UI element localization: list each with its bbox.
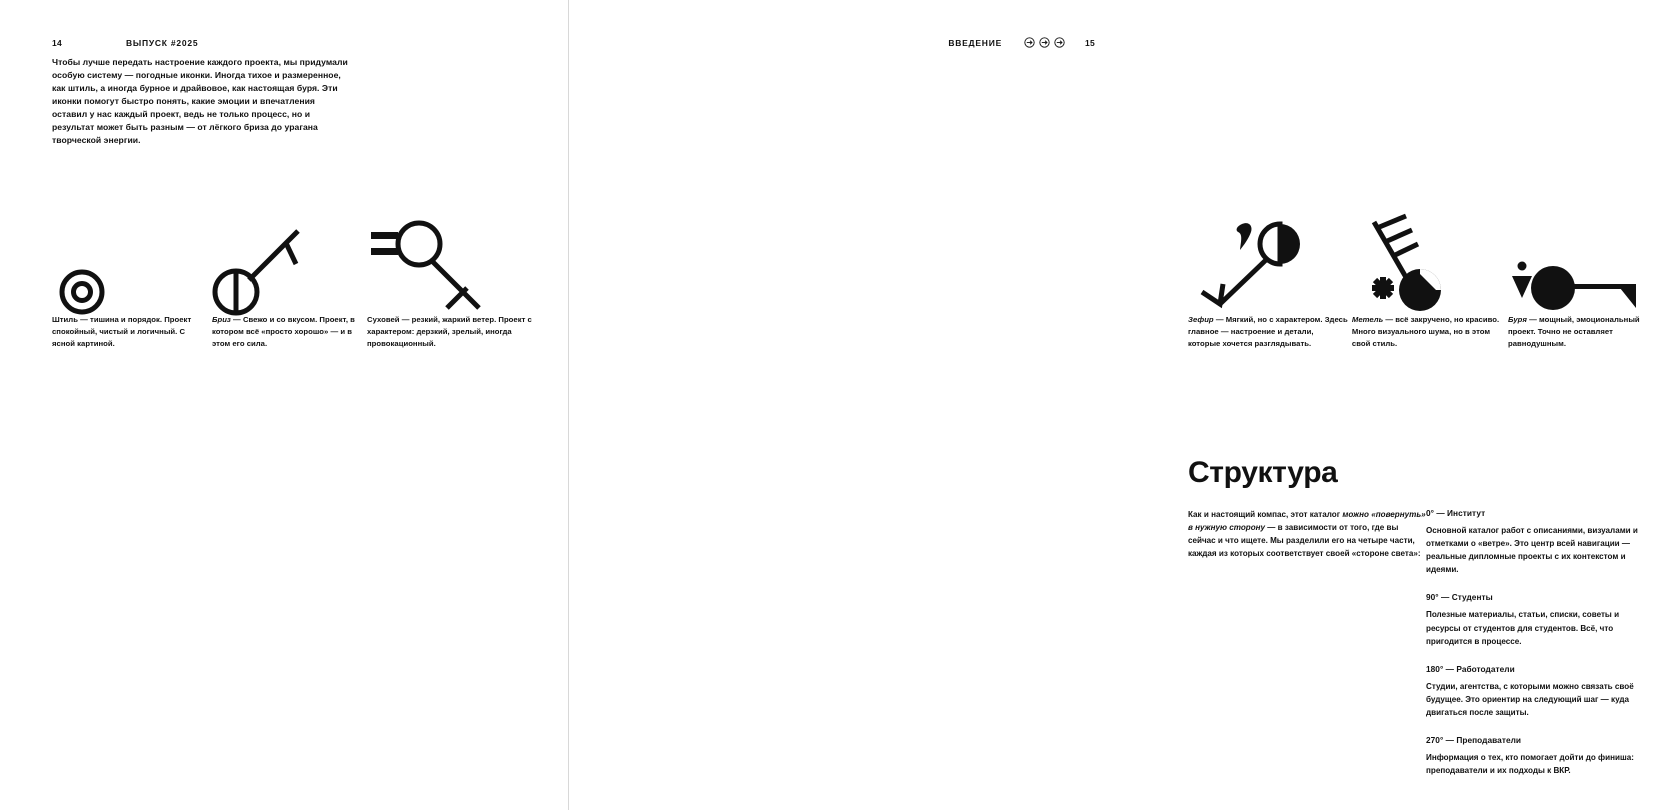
- weather-icon-row-left: [52, 218, 552, 350]
- caption-body-metel: — всё закручено, но красиво. Много визуального шума, но в этом свой стиль.: [1351, 315, 1500, 349]
- structure-item-heading: 180° — Работодатели: [1426, 663, 1515, 674]
- structure-section-title: Структура: [1188, 456, 1338, 490]
- caption-metel: [1352, 314, 1502, 350]
- zefir-weather-icon: [1188, 210, 1352, 314]
- intro-paragraph: [52, 56, 352, 147]
- structure-item-list: [1426, 508, 1648, 777]
- right-running-head-title: ВВЕДЕНИЕ: [948, 38, 1003, 48]
- weather-icon-card-zefir: [1188, 210, 1352, 350]
- burya-weather-icon: [1508, 210, 1658, 314]
- structure-item-heading: 270° — Преподаватели: [1426, 735, 1522, 746]
- structure-item: [1426, 735, 1648, 777]
- caption-term-suhovey: Суховей: [367, 315, 400, 324]
- left-folio: 14: [52, 38, 62, 48]
- left-running-head: [52, 36, 198, 50]
- structure-lead-part1: Как и настоящий компас, этот каталог: [1188, 510, 1343, 519]
- structure-item-heading: 0° — Институт: [1426, 508, 1486, 518]
- caption-zefir: [1188, 314, 1348, 350]
- caption-burya: [1508, 314, 1658, 350]
- structure-item-body: Информация о тех, кто помогает дойти до финиша: преподаватели и их подходы к ВКР.: [1426, 753, 1634, 776]
- structure-item: [1426, 592, 1648, 647]
- left-running-head-title: ВЫПУСК #2025: [125, 38, 199, 48]
- briz-weather-icon: [212, 218, 367, 314]
- structure-item-heading: 90° — Студенты: [1426, 592, 1493, 603]
- suhovey-weather-icon: [367, 218, 537, 314]
- structure-item-body: Основной каталог работ с описаниями, визуалами и отметками о «ветре». Это центр всей навигации — реальные дипломные проекты с их контекстом и идеями.: [1426, 526, 1638, 575]
- structure-lead-part2: — в зависимости от того, где вы сейчас и что ищете. Мы разделили его на четыре части, каждая из которых соответствует своей «стороне света»:: [1188, 523, 1421, 559]
- caption-term-zefir: Зефир: [1188, 315, 1214, 324]
- right-running-head: [948, 36, 1095, 50]
- caption-term-briz: Бриз: [212, 315, 231, 324]
- structure-item-body: Студии, агентства, с которыми можно связать своё будущее. Это ориентир на следующий шаг — куда двигаться после защиты.: [1426, 681, 1634, 717]
- weather-icon-card-metel: [1352, 210, 1508, 350]
- weather-icon-row-right: [1188, 210, 1658, 350]
- circled-arrow-right-icon[interactable]: [1024, 37, 1035, 50]
- structure-lead-paragraph: [1188, 508, 1428, 560]
- right-folio: 15: [1085, 38, 1095, 48]
- weather-icon-card-shtil: [52, 218, 212, 350]
- caption-term-burya: Буря: [1508, 315, 1527, 324]
- circled-arrow-right-icon[interactable]: [1039, 37, 1050, 50]
- structure-item-body: Полезные материалы, статьи, списки, советы и ресурсы от студентов для студентов. Всё, что пригодится в процессе.: [1426, 610, 1620, 646]
- caption-term-shtil: Штиль: [52, 315, 78, 324]
- caption-briz: [212, 314, 364, 350]
- right-page: [568, 0, 1640, 810]
- structure-item: [1426, 508, 1648, 576]
- intro-text: Чтобы лучше передать настроение каждого проекта, мы придумали особую систему — погодные иконки. Иногда тихое и размеренное, как штиль, а иногда бурное и драйвовое, как настоящая буря. Эти иконки помогут быстро понять, какие эмоции и впечатления оставил у нас каждый проект, ведь не только процесс, но и результат может быть разным — от лёгкого бриза до урагана творческой энергии.: [52, 57, 348, 146]
- caption-body-shtil: — тишина и порядок. Проект спокойный, чистый и логичный. С ясной картиной.: [52, 315, 192, 349]
- left-page: [0, 0, 568, 810]
- weather-icon-card-briz: [212, 218, 367, 350]
- structure-item: [1426, 664, 1648, 719]
- weather-icon-card-burya: [1508, 210, 1658, 350]
- caption-body-suhovey: — резкий, жаркий ветер. Проект с характером: дерзкий, зрелый, иногда провокационный.: [367, 315, 532, 349]
- caption-body-briz: — Свежо и со вкусом. Проект, в котором всё «просто хорошо» — и в этом его сила.: [212, 315, 355, 349]
- spread-gutter-divider: [568, 0, 569, 810]
- circled-arrow-right-icon[interactable]: [1054, 37, 1065, 50]
- structure-lead-emphasis: можно «повернуть» в нужную сторону: [1188, 510, 1426, 533]
- arrow-icon-group: [1024, 37, 1065, 50]
- caption-term-metel: Метель: [1351, 315, 1384, 324]
- caption-shtil: [52, 314, 204, 350]
- caption-body-burya: — мощный, эмоциональный проект. Точно не оставляет равнодушным.: [1508, 315, 1640, 349]
- caption-suhovey: [367, 314, 532, 350]
- caption-body-zefir: — Мягкий, но с характером. Здесь главное — настроение и детали, которые хочется разглядывать.: [1188, 315, 1348, 349]
- metel-weather-icon: [1352, 210, 1508, 314]
- shtil-weather-icon: [52, 218, 212, 314]
- weather-icon-card-suhovey: [367, 218, 537, 350]
